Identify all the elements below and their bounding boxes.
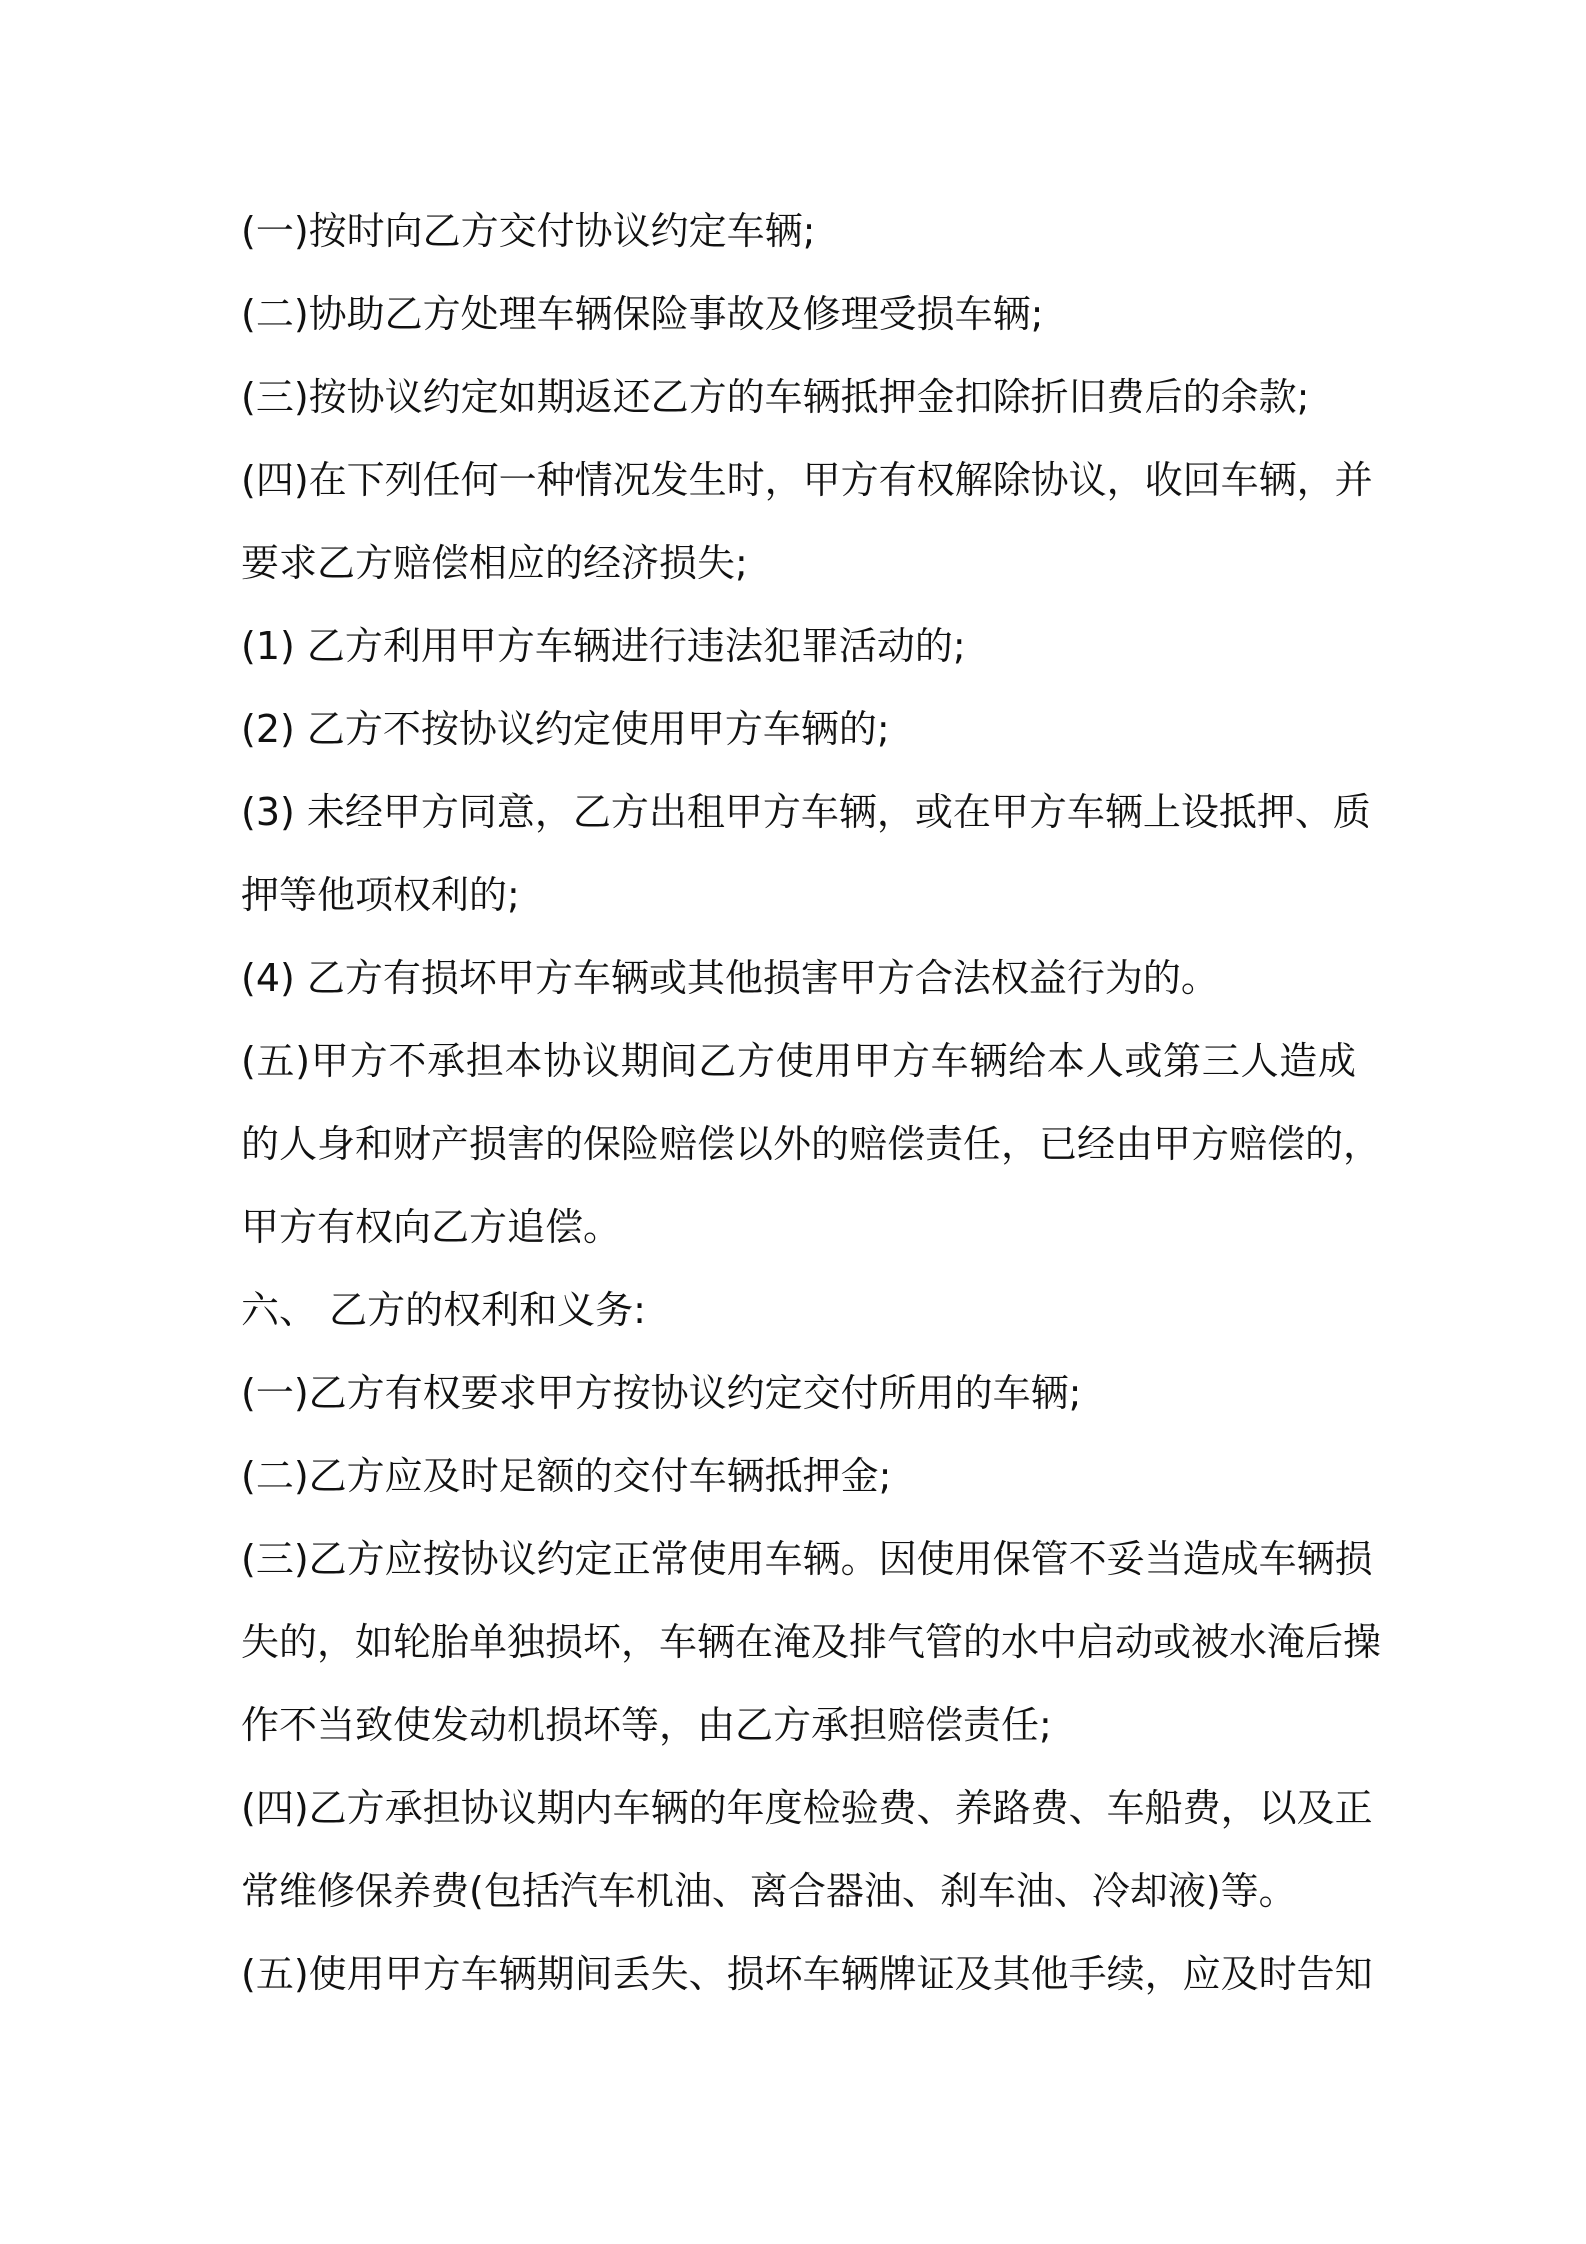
text-line-1: (一)按时向乙方交付协议约定车辆; bbox=[241, 209, 816, 253]
text-line-12: 的人身和财产损害的保险赔偿以外的赔偿责任，已经由甲方赔偿的， bbox=[241, 1122, 1382, 1166]
text-line-5: 要求乙方赔偿相应的经济损失; bbox=[241, 541, 748, 585]
text-line-8: (3) 未经甲方同意，乙方出租甲方车辆，或在甲方车辆上设抵押、质 bbox=[241, 790, 1371, 834]
text-line-19: 作不当致使发动机损坏等，由乙方承担赔偿责任; bbox=[241, 1703, 1052, 1747]
text-line-6: (1) 乙方利用甲方车辆进行违法犯罪活动的; bbox=[241, 624, 966, 668]
text-line-16: (二)乙方应及时足额的交付车辆抵押金; bbox=[241, 1454, 892, 1498]
text-line-9: 押等他项权利的; bbox=[241, 873, 520, 917]
document-body bbox=[241, 190, 1382, 2016]
text-line-3: (三)按协议约定如期返还乙方的车辆抵押金扣除折旧费后的余款; bbox=[241, 375, 1310, 419]
text-line-11: (五)甲方不承担本协议期间乙方使用甲方车辆给本人或第三人造成 bbox=[241, 1039, 1356, 1083]
text-line-22: (五)使用甲方车辆期间丢失、损坏车辆牌证及其他手续，应及时告知 bbox=[241, 1952, 1373, 1996]
text-line-13: 甲方有权向乙方追偿。 bbox=[241, 1205, 622, 1249]
section-heading-six: 六、 乙方的权利和义务: bbox=[241, 1288, 646, 1332]
text-line-18: 失的，如轮胎单独损坏，车辆在淹及排气管的水中启动或被水淹后操 bbox=[241, 1620, 1382, 1664]
text-line-7: (2) 乙方不按协议约定使用甲方车辆的; bbox=[241, 707, 890, 751]
text-line-15: (一)乙方有权要求甲方按协议约定交付所用的车辆; bbox=[241, 1371, 1082, 1415]
text-line-20: (四)乙方承担协议期内车辆的年度检验费、养路费、车船费，以及正 bbox=[241, 1786, 1373, 1830]
text-line-21: 常维修保养费(包括汽车机油、离合器油、刹车油、冷却液)等。 bbox=[241, 1869, 1297, 1913]
text-line-4: (四)在下列任何一种情况发生时，甲方有权解除协议，收回车辆，并 bbox=[241, 458, 1373, 502]
text-line-17: (三)乙方应按协议约定正常使用车辆。因使用保管不妥当造成车辆损 bbox=[241, 1537, 1373, 1581]
text-line-2: (二)协助乙方处理车辆保险事故及修理受损车辆; bbox=[241, 292, 1044, 336]
text-line-10: (4) 乙方有损坏甲方车辆或其他损害甲方合法权益行为的。 bbox=[241, 956, 1219, 1000]
